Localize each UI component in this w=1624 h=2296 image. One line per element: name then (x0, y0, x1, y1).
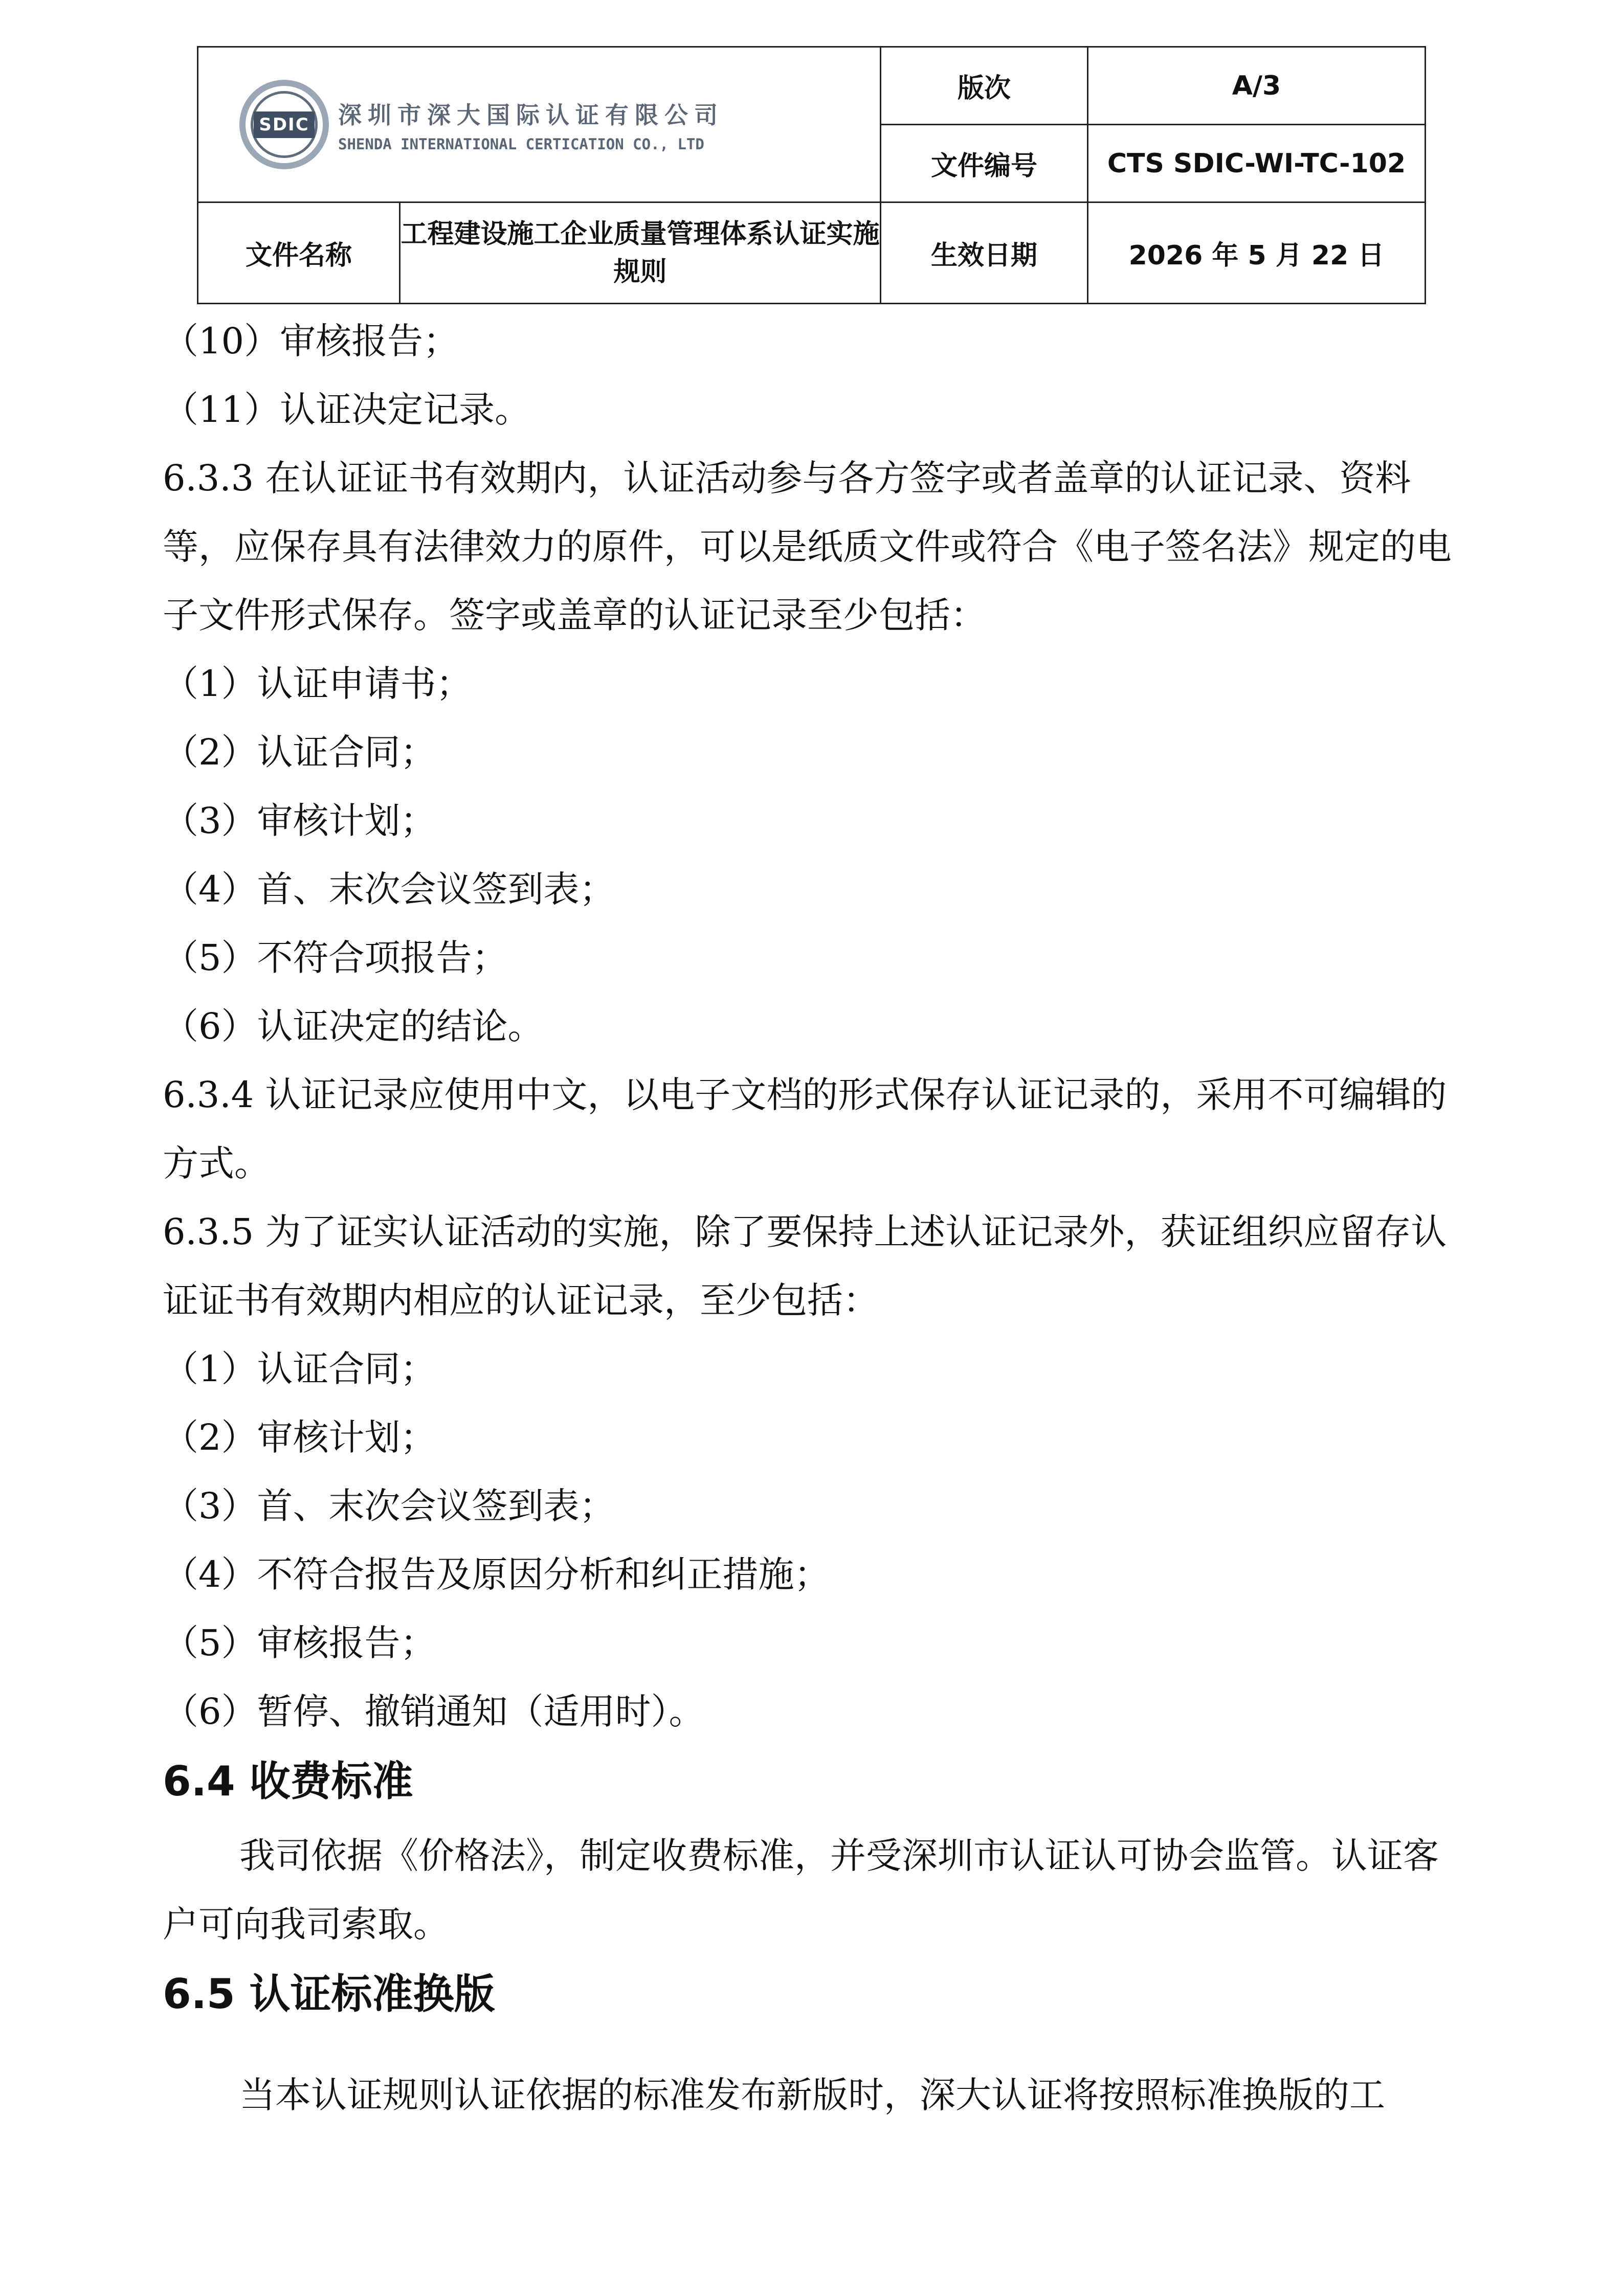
section-6-5-paragraph: 当本认证规则认证依据的标准发布新版时，深大认证将按照标准换版的工 (239, 2074, 1385, 2116)
company-name-en: SHENDA INTERNATIONAL CERTICATION CO., LTD (338, 135, 704, 153)
list-item: （5）不符合项报告； (163, 937, 508, 979)
list-item: （1）认证申请书； (163, 663, 472, 705)
list-item: （3）审核计划； (163, 800, 436, 842)
document-header-table (197, 46, 1426, 304)
section-heading-6-5: 6.5 认证标准换版 (163, 1970, 495, 2018)
effective-date-label: 生效日期 (881, 202, 1088, 304)
section-6-4-paragraph: 我司依据《价格法》，制定收费标准，并受深圳市认证认可协会监管。认证客户可向我司索取。 (163, 1835, 1439, 1945)
doc-name-label: 文件名称 (198, 202, 400, 304)
company-logo-cell (198, 47, 881, 202)
company-logo (198, 80, 880, 169)
clause-6-3-3: 6.3.3 在认证证书有效期内，认证活动参与各方签字或者盖章的认证记录、资料等，应保存具有法律效力的原件，可以是纸质文件或符合《电子签名法》规定的电子文件形式保存。签字或盖章的认证记录至少包括： (163, 457, 1452, 636)
company-name-cn: 深圳市深大国际认证有限公司 (338, 101, 724, 129)
doc-number-label: 文件编号 (881, 125, 1088, 202)
list-item: （6）暂停、撤销通知（适用时）。 (163, 1691, 705, 1732)
list-item: （6）认证决定的结论。 (163, 1005, 544, 1047)
version-value: A/3 (1088, 47, 1426, 125)
list-item: （1）认证合同； (163, 1348, 436, 1390)
clause-6-3-4: 6.3.4 认证记录应使用中文，以电子文档的形式保存认证记录的，采用不可编辑的方式。 (163, 1074, 1447, 1184)
sdic-emblem-icon: SDIC (239, 80, 329, 169)
doc-name-value: 工程建设施工企业质量管理体系认证实施规则 (400, 202, 881, 304)
list-item: （10）审核报告； (163, 320, 459, 362)
section-heading-6-4: 6.4 收费标准 (163, 1758, 413, 1805)
document-body (163, 307, 1472, 2129)
list-item: （2）审核计划； (163, 1416, 436, 1458)
list-item: （4）不符合报告及原因分析和纠正措施； (163, 1554, 830, 1595)
list-item: （3）首、末次会议签到表； (163, 1485, 615, 1527)
effective-date-value: 2026 年 5 月 22 日 (1088, 202, 1426, 304)
list-item: （2）认证合同； (163, 731, 436, 773)
list-item: （4）首、末次会议签到表； (163, 868, 615, 910)
list-item: （5）审核报告； (163, 1622, 436, 1664)
doc-number-value: CTS SDIC-WI-TC-102 (1088, 125, 1426, 202)
list-item: （11）认证决定记录。 (163, 389, 531, 431)
clause-6-3-5: 6.3.5 为了证实认证活动的实施，除了要保持上述认证记录外，获证组织应留存认证证书有效期内相应的认证记录，至少包括： (163, 1211, 1447, 1321)
version-label: 版次 (881, 47, 1088, 125)
